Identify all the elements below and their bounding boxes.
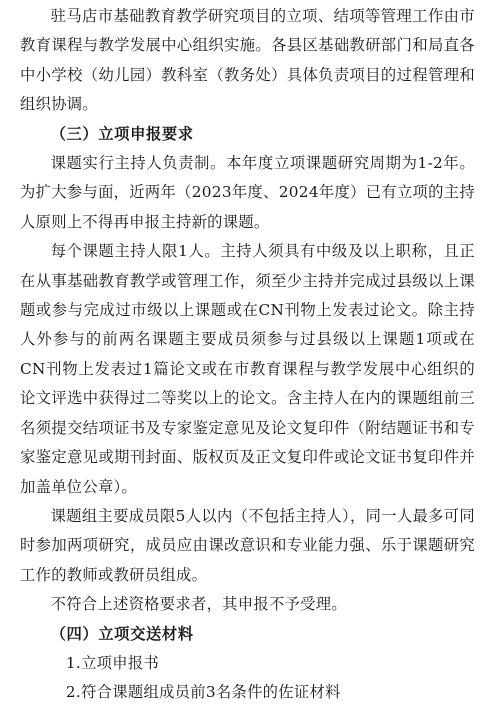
section-3-paragraph-3: 课题组主要成员限5人以内（不包括主持人），同一人最多可同时参加两项研究，成员应由课改意识和专业能力强、乐于课题研究工作的教师或教研员组成。 (20, 506, 475, 584)
section-3-heading: （三）立项申报要求 (50, 124, 194, 143)
section-3-paragraph-2: 每个课题主持人限1人。主持人须具有中级及以上职称，且正在从事基础教育教学或管理工作，须至少主持并完成过县级以上课题或参与完成过市级以上课题或在CN刊物上发表过论文。除主持人外参与的前两名课题主要成员须参与过县级以上课题1项或在CN刊物上发表过1篇论文或在市教育课程与教学发展中心组织的论文评选中获得过二等奖以上的论文。含主持人在内的课题组前三名须提交结项证书及专家鉴定意见及论文复印件（附结题证书和专家鉴定意见或期刊封面、版权页及正文复印件或论文证书复印件并加盖单位公章）。 (20, 242, 475, 496)
section-3-paragraph-1: 课题实行主持人负责制。本年度立项课题研究周期为1-2年。为扩大参与面，近两年（2023年度、2024年度）已有立项的主持人原则上不得再申报主持新的课题。 (20, 154, 475, 231)
section-4-heading: （四）立项交送材料 (50, 624, 194, 643)
material-item-2: 2.符合课题组成员前3名条件的佐证材料 (65, 683, 341, 702)
material-item-1: 1.立项申报书 (65, 653, 160, 672)
intro-paragraph: 驻马店市基础教育教学研究项目的立项、结项等管理工作由市教育课程与教学发展中心组织实施。各县区基础教研部门和局直各中小学校（幼儿园）教科室（教务处）具体负责项目的过程管理和组织协调。 (20, 7, 475, 114)
section-3-paragraph-4: 不符合上述资格要求者，其申报不予受理。 (50, 595, 347, 614)
